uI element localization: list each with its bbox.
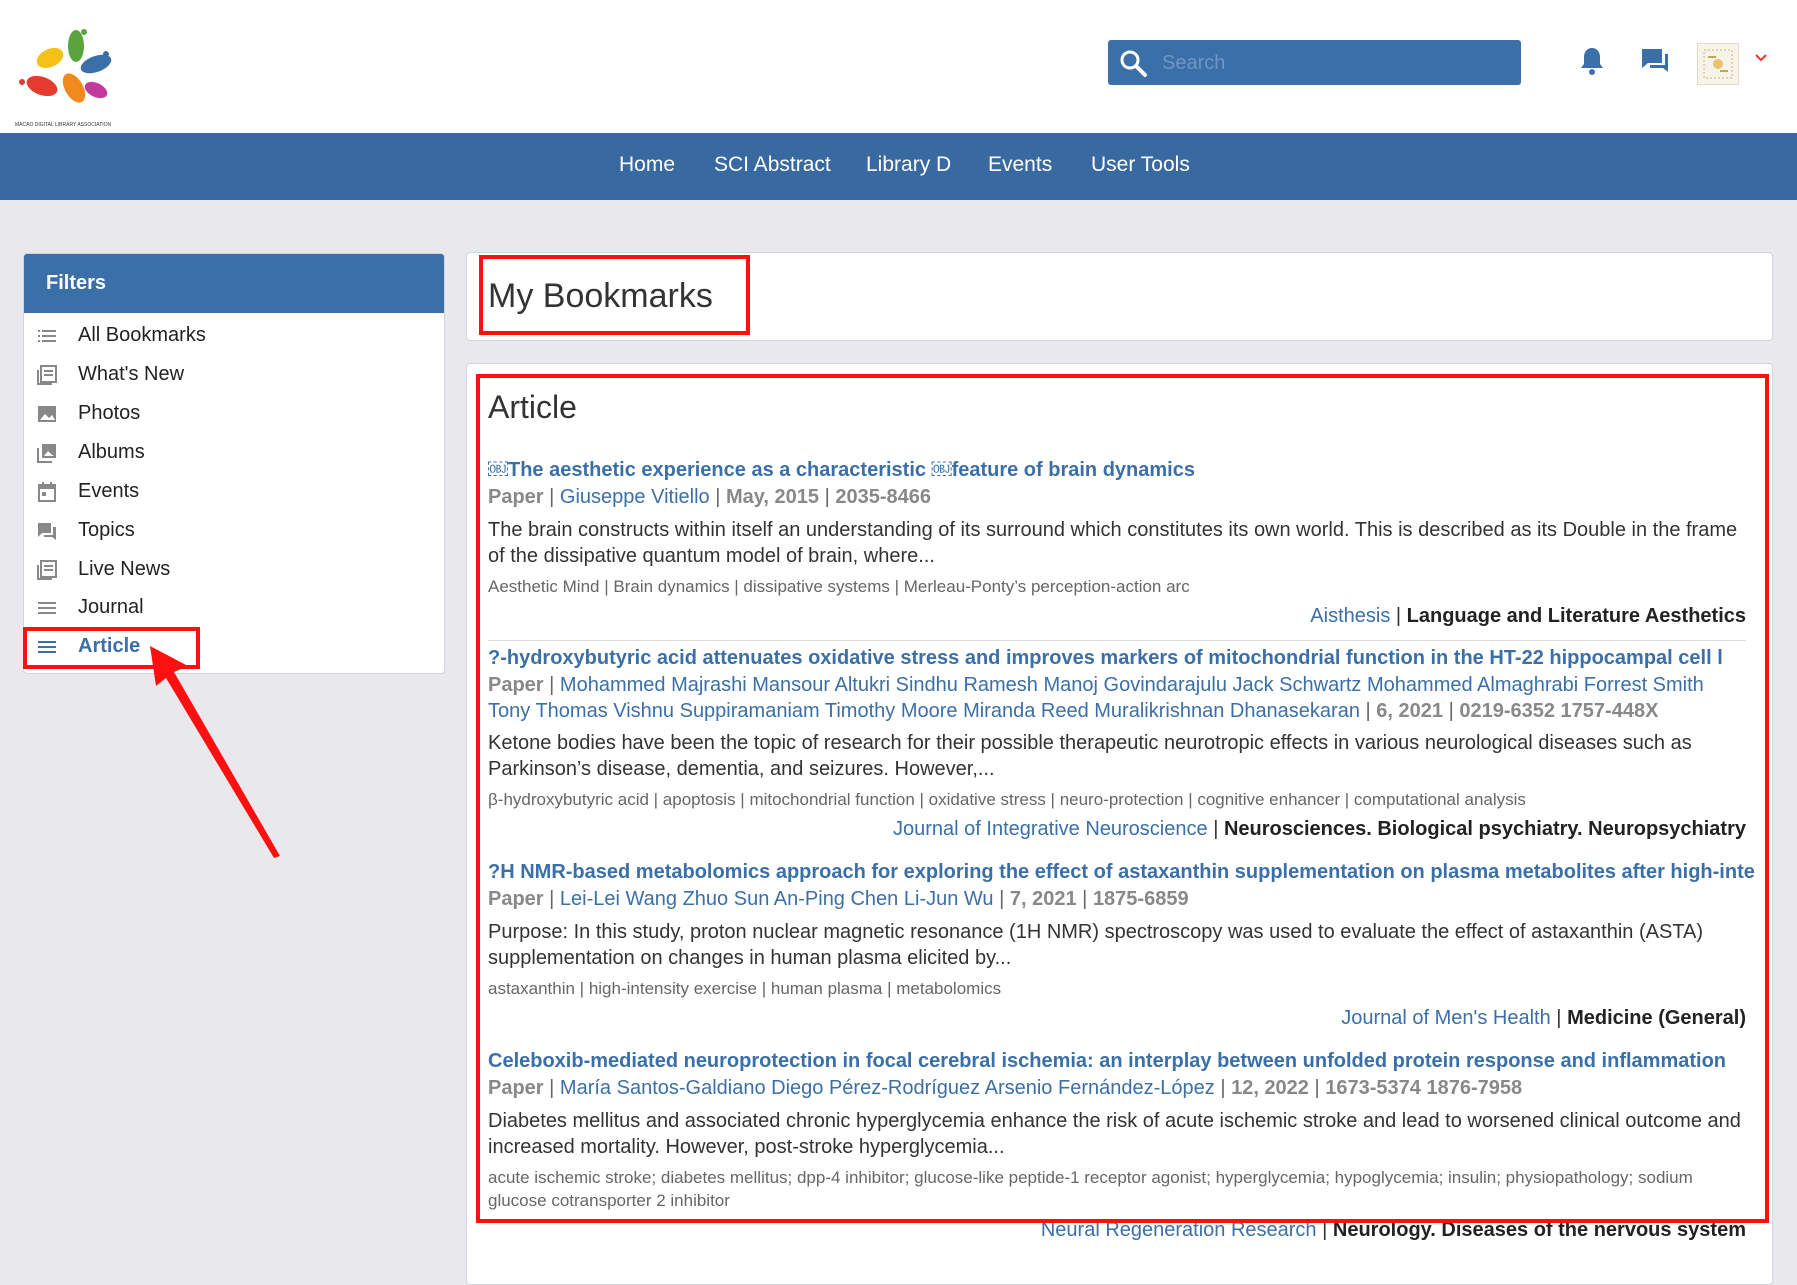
- separator: |: [549, 486, 555, 508]
- article-abstract: The brain constructs within itself an understanding of its surround which constitutes its own world. This is described as its Double in the frame of the dissipative quantum model of brain, where...: [488, 519, 1738, 567]
- article-keywords: Aesthetic Mind | Brain dynamics | dissipative systems | Merleau-Ponty’s perception-action arc: [488, 577, 1190, 596]
- filter-item-all-bookmarks[interactable]: [24, 318, 444, 354]
- main-nav: [0, 133, 1797, 200]
- filter-label: Albums: [78, 441, 145, 463]
- author-link[interactable]: Mohammed Almaghrabi: [1367, 674, 1579, 696]
- nav-home[interactable]: Home: [619, 153, 676, 176]
- filters-panel: [23, 253, 445, 674]
- article-type: Paper: [488, 486, 544, 508]
- filter-item-whats-new[interactable]: [24, 357, 444, 393]
- article-type: Paper: [488, 888, 544, 910]
- divider: [488, 640, 1746, 641]
- article-journal: [893, 818, 1746, 841]
- article-title-link[interactable]: ￼The aesthetic experience as a characteristic ￼feature of brain dynamics: [488, 459, 1195, 481]
- filter-item-topics[interactable]: [24, 513, 444, 549]
- article-date: May, 2015: [725, 486, 820, 508]
- separator: |: [1082, 888, 1088, 910]
- author-link[interactable]: Miranda Reed: [963, 700, 1089, 722]
- author-link[interactable]: Diego Pérez-Rodríguez: [771, 1077, 981, 1099]
- author-link[interactable]: Muralikrishnan Dhanasekaran: [1094, 700, 1360, 722]
- separator: |: [549, 888, 555, 910]
- list-item: [488, 459, 1746, 629]
- author-link[interactable]: Zhuo Sun: [682, 888, 770, 910]
- separator: |: [549, 674, 555, 696]
- filter-item-photos[interactable]: [24, 396, 444, 432]
- journal-link[interactable]: Aisthesis: [1310, 605, 1391, 627]
- journal-link[interactable]: Journal of Integrative Neuroscience: [893, 818, 1208, 840]
- article-issn: 1875-6859: [1092, 888, 1189, 910]
- separator: |: [549, 1077, 555, 1099]
- menu-icon: [37, 598, 57, 618]
- nav-sci-abstract[interactable]: SCI Abstract: [714, 153, 831, 176]
- article-issn: 2035-8466: [835, 486, 931, 508]
- separator: |: [715, 486, 721, 508]
- search-icon[interactable]: [1118, 48, 1148, 78]
- filter-label: Journal: [78, 596, 144, 618]
- separator: |: [1220, 1077, 1226, 1099]
- article-journal: [1041, 1219, 1746, 1242]
- filter-label: Live News: [78, 558, 171, 580]
- article-title-link[interactable]: Celeboxib-mediated neuroprotection in focal cerebral ischemia: an interplay between unfolded protein response and inflammation: [488, 1050, 1727, 1072]
- author-link[interactable]: Mohammed Majrashi: [559, 674, 747, 696]
- article-journal: [1310, 605, 1746, 628]
- top-header: [0, 0, 1797, 133]
- article-title-link[interactable]: ?-hydroxybutyric acid attenuates oxidative stress and improves markers of mitochondrial function in the HT-22 hippocampal cell l: [488, 647, 1723, 669]
- filter-item-journal[interactable]: [24, 590, 444, 626]
- article-date: 7, 2021: [1009, 888, 1077, 910]
- topics-icon: [37, 521, 57, 541]
- separator: |: [1365, 700, 1371, 722]
- filters-title: Filters: [24, 254, 444, 313]
- article-keywords: β-hydroxybutyric acid | apoptosis | mitochondrial function | oxidative stress | neuro-protection | cognitive enhancer | computational analysis: [488, 790, 1526, 809]
- author-link[interactable]: An-Ping Chen: [773, 888, 899, 910]
- author-link[interactable]: María Santos-Galdiano: [559, 1077, 766, 1099]
- calendar-icon: [37, 482, 57, 502]
- article-meta: [488, 484, 1746, 510]
- journal-link[interactable]: Journal of Men's Health: [1341, 1007, 1551, 1029]
- separator: |: [1314, 1077, 1320, 1099]
- article-meta: [488, 1075, 1746, 1101]
- article-date: 12, 2022: [1231, 1077, 1309, 1099]
- nav-events[interactable]: Events: [988, 153, 1053, 176]
- filter-item-live-news[interactable]: [24, 552, 444, 588]
- article-abstract: Purpose: In this study, proton nuclear magnetic resonance (1H NMR) spectroscopy was used to evaluate the effect of astaxanthin (ASTA) supplementation on changes in human plasma elicited by...: [488, 921, 1704, 969]
- separator: |: [1322, 1219, 1333, 1241]
- filter-label: What's New: [78, 363, 185, 385]
- author-link[interactable]: Manoj Govindarajulu: [1043, 674, 1227, 696]
- author-link[interactable]: Lei-Lei Wang: [559, 888, 678, 910]
- journal-subject: Neurology. Diseases of the nervous system: [1332, 1219, 1746, 1241]
- author-link[interactable]: Giuseppe Vitiello: [559, 486, 710, 508]
- article-journal: [1341, 1007, 1746, 1030]
- avatar-image: [1698, 44, 1738, 84]
- page-title: My Bookmarks: [488, 277, 713, 315]
- newspaper-icon: [37, 365, 57, 385]
- filter-item-events[interactable]: [24, 474, 444, 510]
- chevron-down-icon[interactable]: [1753, 50, 1769, 66]
- list-icon: [37, 326, 57, 346]
- author-link[interactable]: Vishnu Suppiramaniam: [613, 700, 820, 722]
- article-keywords: astaxanthin | high-intensity exercise | human plasma | metabolomics: [488, 979, 1002, 998]
- separator: |: [824, 486, 830, 508]
- filter-item-albums[interactable]: [24, 435, 444, 471]
- article-type: Paper: [488, 674, 544, 696]
- article-issn: 0219-6352 1757-448X: [1459, 700, 1659, 722]
- newspaper-icon: [37, 560, 57, 580]
- chat-icon[interactable]: [1638, 44, 1672, 78]
- albums-icon: [37, 443, 57, 463]
- journal-subject: Neurosciences. Biological psychiatry. Neuropsychiatry: [1223, 818, 1746, 840]
- list-item: [488, 1050, 1746, 1245]
- article-date: 6, 2021: [1376, 700, 1444, 722]
- separator: |: [1556, 1007, 1568, 1029]
- separator: |: [999, 888, 1005, 910]
- author-link[interactable]: Jack Schwartz: [1232, 674, 1362, 696]
- article-keywords: acute ischemic stroke; diabetes mellitus; dpp-4 inhibitor; glucose-like peptide-1 receptor agonist; hyperglycemia; hypoglycemia; insulin; physiopathology; sodium glucose cotransporter 2 inhibitor: [488, 1168, 1693, 1210]
- article-title-link[interactable]: ?H NMR-based metabolomics approach for exploring the effect of astaxanthin supplementation on plasma metabolites after high-inte: [488, 861, 1755, 883]
- article-abstract: Ketone bodies have been the topic of research for their possible therapeutic neurotropic effects in various neurological diseases such as Parkinson’s disease, dementia, and seizures. However,...: [488, 732, 1692, 780]
- bell-icon[interactable]: [1575, 44, 1609, 78]
- article-meta: [488, 886, 1746, 912]
- author-link[interactable]: Forrest Smith: [1583, 674, 1704, 696]
- search-input[interactable]: [1160, 46, 1514, 80]
- avatar[interactable]: [1697, 43, 1739, 85]
- article-meta: [488, 672, 1746, 724]
- filter-label: Events: [78, 480, 140, 502]
- nav-user-tools[interactable]: User Tools: [1091, 153, 1190, 176]
- menu-icon: [37, 637, 57, 657]
- journal-link[interactable]: Neural Regeneration Research: [1040, 1219, 1317, 1241]
- filter-item-article[interactable]: [24, 629, 444, 665]
- filter-label: Topics: [78, 519, 135, 541]
- journal-subject: Language and Literature Aesthetics: [1406, 605, 1746, 627]
- nav-library-d[interactable]: Library D: [866, 153, 952, 176]
- article-abstract: Diabetes mellitus and associated chronic hyperglycemia enhance the risk of acute ischemic stroke and lead to worsened clinical outcome and increased mortality. However, post-stroke hyperglycemia...: [488, 1110, 1741, 1158]
- journal-subject: Medicine (General): [1567, 1007, 1746, 1029]
- svg-text:MACAO DIGITAL LIBRARY ASSOCIAT: MACAO DIGITAL LIBRARY ASSOCIATION: [15, 122, 112, 128]
- filter-label: Photos: [78, 402, 141, 424]
- filter-label: All Bookmarks: [78, 324, 206, 346]
- photo-icon: [37, 404, 57, 424]
- section-title: Article: [488, 389, 577, 425]
- list-item: [488, 647, 1746, 847]
- author-link[interactable]: Li-Jun Wu: [903, 888, 994, 910]
- logo[interactable]: [14, 24, 122, 128]
- list-item: [488, 861, 1755, 1036]
- author-link[interactable]: Timothy Moore: [824, 700, 958, 722]
- separator: |: [1213, 818, 1224, 840]
- author-link[interactable]: Tony Thomas: [488, 700, 608, 722]
- article-type: Paper: [488, 1077, 544, 1099]
- separator: |: [1395, 605, 1407, 627]
- author-link[interactable]: Mansour Altukri: [752, 674, 891, 696]
- filter-label: Article: [78, 635, 141, 657]
- search-box[interactable]: [1108, 40, 1521, 85]
- author-link[interactable]: Sindhu Ramesh: [895, 674, 1038, 696]
- article-issn: 1673-5374 1876-7958: [1325, 1077, 1523, 1099]
- author-link[interactable]: Arsenio Fernández-López: [984, 1077, 1215, 1099]
- separator: |: [1448, 700, 1454, 722]
